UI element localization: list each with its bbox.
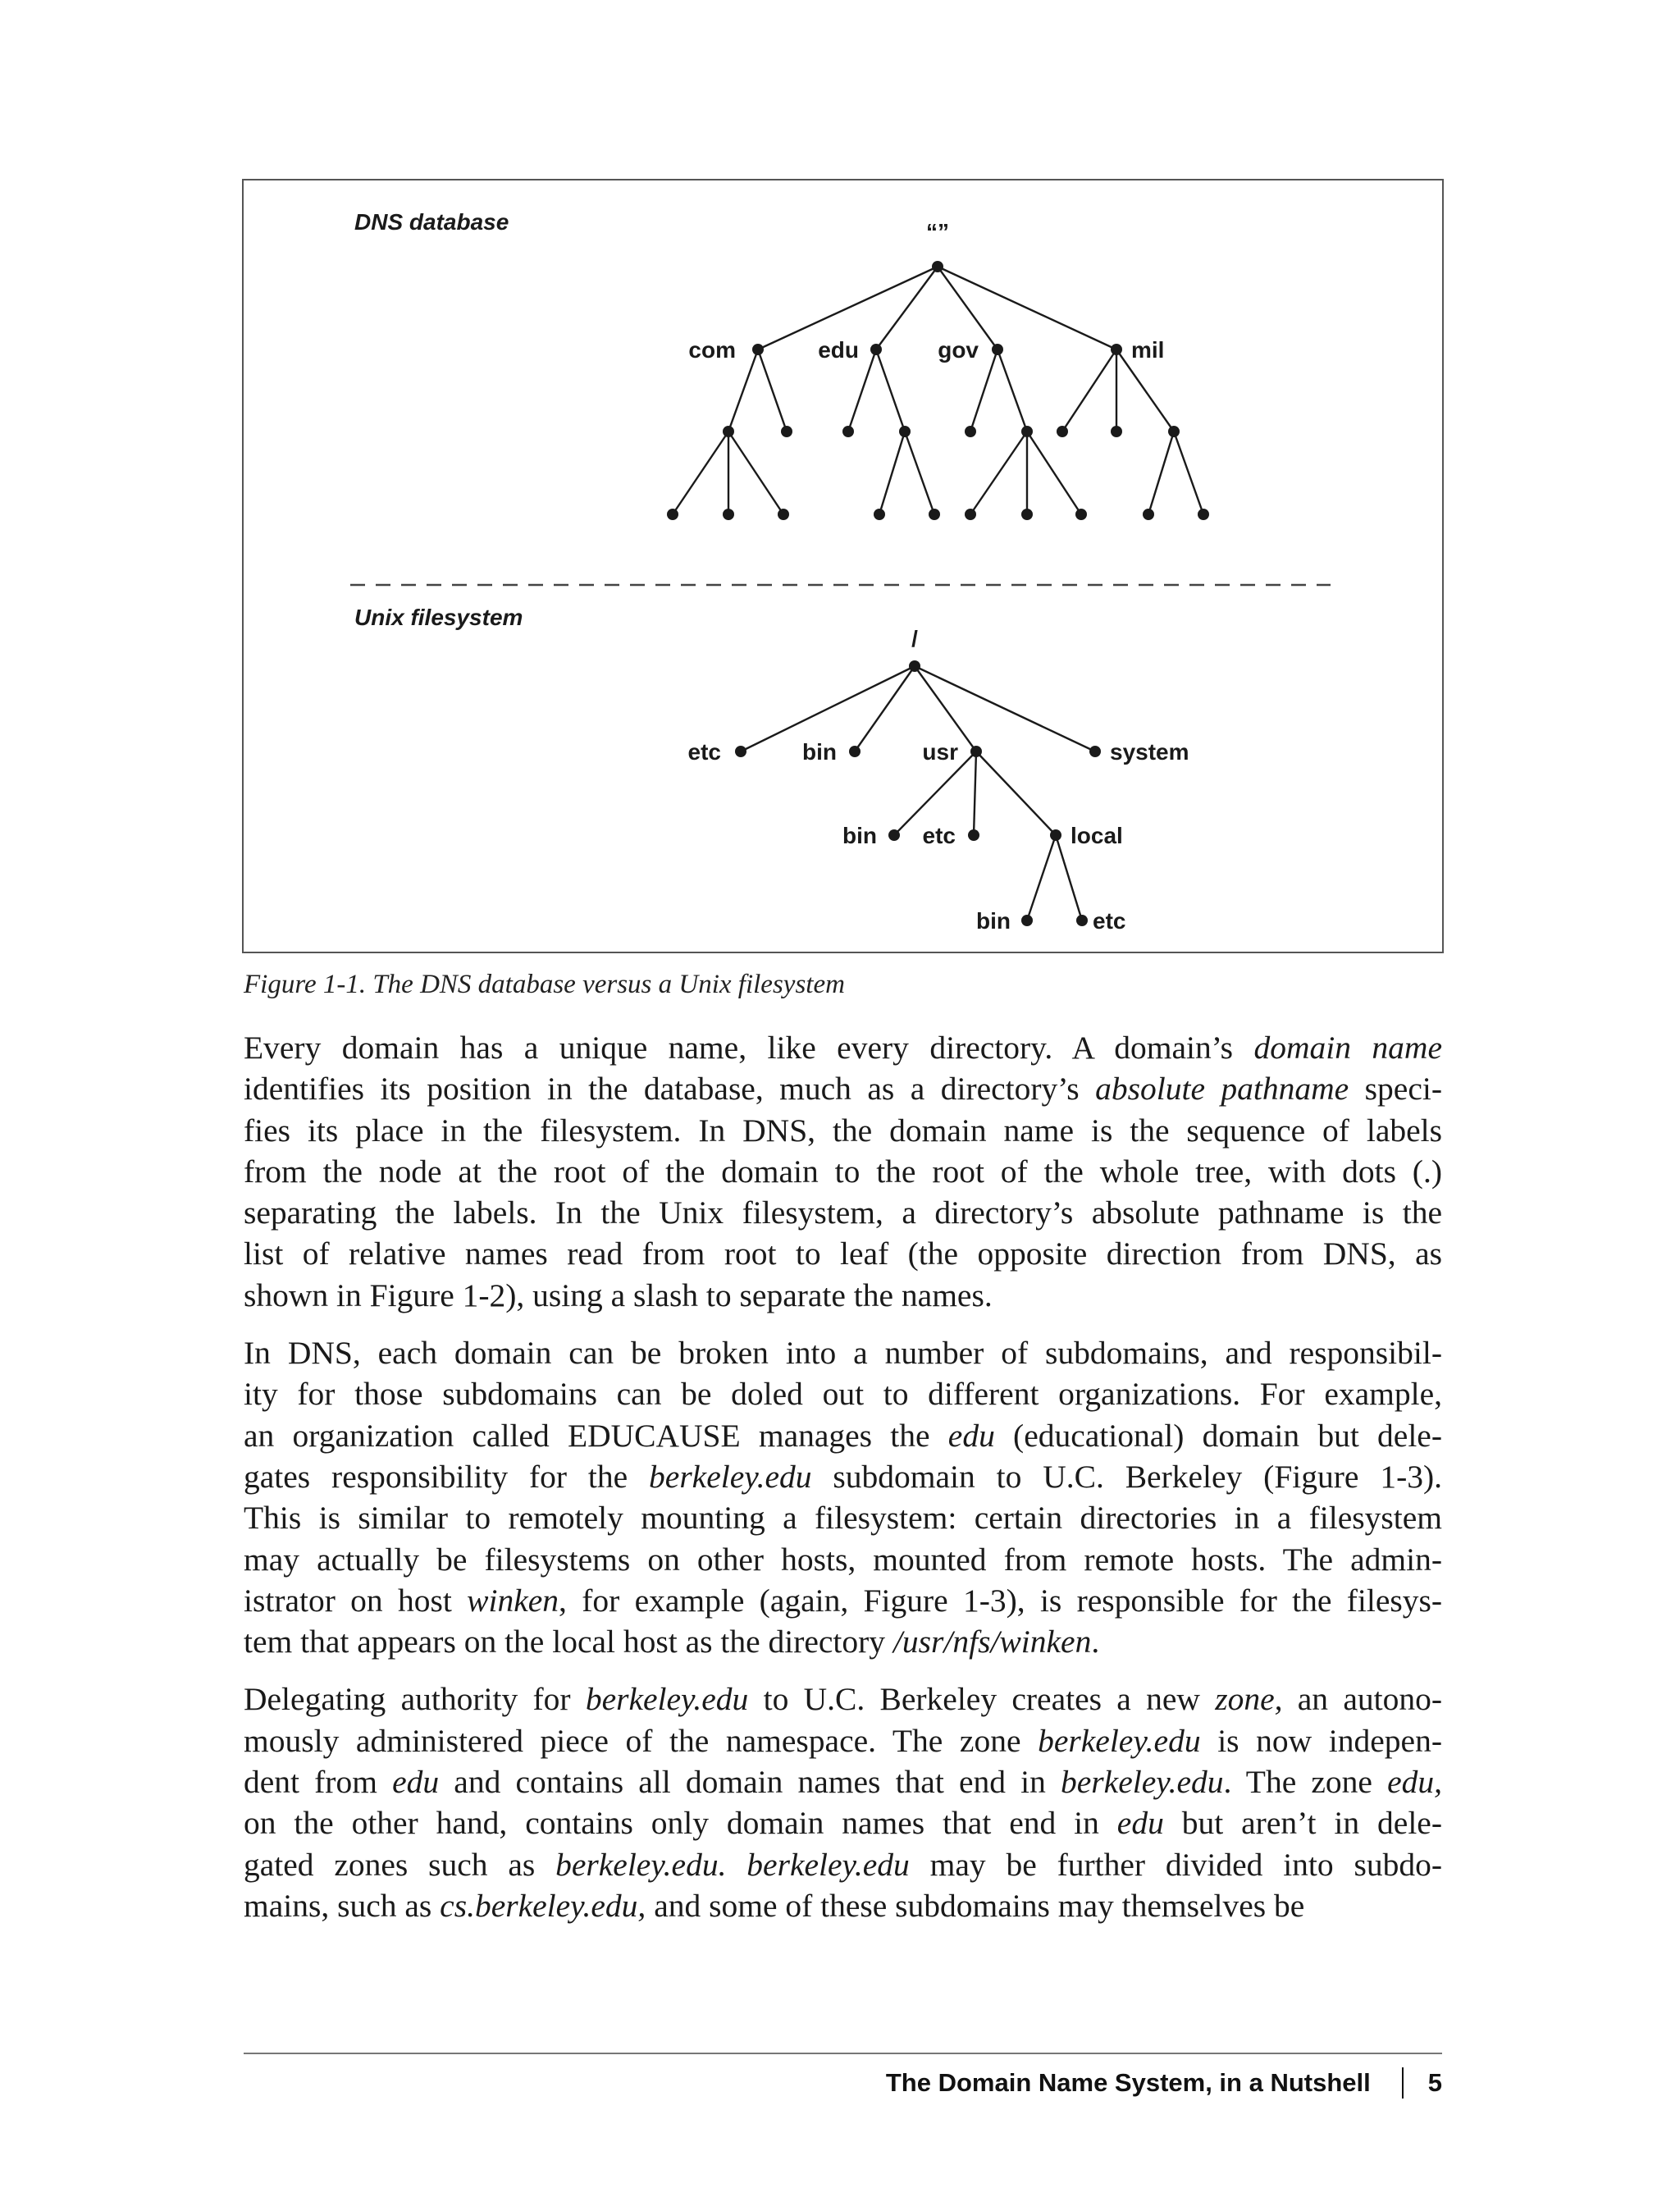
text-run: an autono-	[1282, 1681, 1442, 1718]
text-run: In DNS, each domain can be broken into a number of subdomains, and responsibil-	[244, 1335, 1442, 1372]
text-line	[244, 1720, 1442, 1761]
unix-tree	[741, 666, 1095, 920]
unix-label-etc: etc	[687, 739, 721, 765]
text-run: mously administered piece of the namespace. The zone	[244, 1722, 1039, 1759]
dns-node	[874, 509, 885, 520]
italic-term: berkeley.edu	[649, 1458, 812, 1495]
text-line	[244, 1678, 1442, 1720]
italic-term: edu	[947, 1417, 995, 1454]
unix-node-bin	[849, 746, 861, 757]
text-run: from the node at the root of the domain to the root of the whole tree, with dots (.)	[244, 1153, 1442, 1190]
dns-node	[1057, 426, 1068, 437]
text-run: mains, such as	[244, 1887, 441, 1924]
text-run: may actually be filesystems on other hosts, mounted from remote hosts. The admin-	[244, 1541, 1442, 1578]
dns-label-gov: gov	[938, 337, 979, 363]
dns-node-mil	[1111, 344, 1122, 355]
text-line	[244, 1027, 1442, 1068]
dns-tree	[673, 267, 1203, 514]
unix-label-local-etc: etc	[1093, 908, 1126, 934]
dns-tree-nodes	[667, 261, 1209, 520]
text-run: ity for those subdomains can be doled out to different organizations. For example,	[244, 1376, 1442, 1413]
text-line	[244, 1068, 1442, 1109]
dns-node	[1168, 426, 1180, 437]
text-run: speci-	[1349, 1071, 1442, 1108]
unix-label-usr-etc: etc	[922, 823, 956, 848]
italic-term: edu	[1116, 1805, 1164, 1842]
dns-node	[965, 509, 976, 520]
italic-term: edu,	[1387, 1764, 1443, 1801]
unix-label-usr-bin: bin	[842, 823, 877, 848]
italic-term: edu	[392, 1764, 440, 1801]
text-run: tem that appears on the local host as the directory	[244, 1624, 893, 1660]
text-run: separating the labels. In the Unix filesystem, a directory’s absolute pathname is the	[244, 1194, 1442, 1231]
italic-term: cs.berkeley.edu,	[440, 1887, 646, 1924]
dns-node	[1021, 426, 1033, 437]
unix-heading: Unix filesystem	[354, 605, 523, 630]
dns-node	[1111, 426, 1122, 437]
text-run: This is similar to remotely mounting a filesystem: certain directories in a filesystem	[244, 1500, 1442, 1537]
text-run: .	[1091, 1624, 1100, 1660]
dns-node	[1143, 509, 1154, 520]
dns-node	[899, 426, 911, 437]
text-run: list of relative names read from root to leaf (the opposite direction from DNS, as	[244, 1235, 1442, 1272]
text-run: an organization called EDUCAUSE manages the	[244, 1417, 948, 1454]
dns-node	[842, 426, 854, 437]
text-line	[244, 1580, 1442, 1621]
unix-node-usr	[970, 746, 982, 757]
dns-node	[667, 509, 678, 520]
text-line	[244, 1456, 1442, 1497]
unix-label-bin: bin	[802, 739, 837, 765]
page-footer	[886, 2066, 1442, 2100]
dns-node	[1198, 509, 1209, 520]
text-run: on the other hand, contains only domain names that end in	[244, 1805, 1117, 1842]
italic-term: absolute pathname	[1095, 1071, 1349, 1108]
paragraph	[244, 1332, 1442, 1662]
dns-label-mil: mil	[1131, 337, 1165, 363]
text-line	[244, 1332, 1442, 1373]
text-line	[244, 1885, 1442, 1926]
dns-root-label: “”	[926, 219, 949, 244]
text-run: , for example (again, Figure 1-3), is responsible for the filesys-	[559, 1582, 1442, 1619]
paragraph	[244, 1678, 1442, 1926]
text-run: may be further divided into subdo-	[909, 1846, 1442, 1883]
text-line	[244, 1151, 1442, 1192]
text-line	[244, 1415, 1442, 1456]
dns-node	[1075, 509, 1087, 520]
text-line	[244, 1761, 1442, 1802]
text-line	[244, 1233, 1442, 1274]
text-run: gated zones such as	[244, 1846, 556, 1883]
unix-node-usr-bin	[888, 829, 900, 841]
text-run: subdomain to U.C. Berkeley (Figure 1-3).	[811, 1458, 1442, 1495]
footer-separator	[1402, 2067, 1404, 2099]
text-line	[244, 1844, 1442, 1885]
italic-term: berkeley.edu. berkeley.edu	[555, 1846, 910, 1883]
italic-term: domain name	[1253, 1030, 1442, 1066]
dns-vs-unix-diagram	[244, 180, 1445, 955]
text-run: (educational) domain but dele-	[994, 1417, 1442, 1454]
dns-label-com: com	[688, 337, 736, 363]
text-run: fies its place in the filesystem. In DNS, the domain name is the sequence of labels	[244, 1112, 1442, 1149]
footer-rule	[244, 2053, 1442, 2054]
figure-frame	[242, 179, 1444, 953]
dns-root-node	[932, 261, 943, 272]
unix-label-local: local	[1071, 823, 1123, 848]
text-line	[244, 1373, 1442, 1414]
text-run: istrator on host	[244, 1582, 468, 1619]
unix-root-label: /	[911, 626, 918, 651]
text-line	[244, 1497, 1442, 1538]
paragraph	[244, 1027, 1442, 1316]
text-run: Every domain has a unique name, like every directory. A domain’s	[244, 1030, 1254, 1066]
text-run: gates responsibility for the	[244, 1458, 650, 1495]
unix-node-system	[1089, 746, 1101, 757]
text-run: Delegating authority for	[244, 1681, 586, 1718]
dns-label-edu: edu	[818, 337, 859, 363]
dns-node	[723, 426, 734, 437]
unix-node-local-bin	[1021, 915, 1033, 926]
dns-node	[1021, 509, 1033, 520]
text-run: to U.C. Berkeley creates a new	[748, 1681, 1216, 1718]
dns-node	[781, 426, 792, 437]
text-run: and contains all domain names that end in	[439, 1764, 1061, 1801]
text-run: but aren’t in dele-	[1163, 1805, 1442, 1842]
text-line	[244, 1621, 1442, 1662]
dns-node	[929, 509, 940, 520]
dns-node	[778, 509, 789, 520]
italic-term: berkeley.edu	[585, 1681, 749, 1718]
unix-node-local-etc	[1076, 915, 1088, 926]
unix-label-system: system	[1110, 739, 1189, 765]
dns-node-com	[752, 344, 764, 355]
unix-tree-nodes	[735, 660, 1101, 926]
dns-node	[723, 509, 734, 520]
text-run: and some of these subdomains may themselves be	[646, 1887, 1305, 1924]
text-run: . The zone	[1223, 1764, 1388, 1801]
body-text	[244, 1027, 1442, 1943]
italic-term: zone,	[1215, 1681, 1283, 1718]
page-number: 5	[1427, 2068, 1442, 2097]
text-run: shown in Figure 1-2), using a slash to separate the names.	[244, 1277, 993, 1313]
italic-term: berkeley.edu	[1061, 1764, 1224, 1801]
italic-term: winken	[467, 1582, 559, 1619]
figure-caption: Figure 1-1. The DNS database versus a Unix filesystem	[244, 970, 845, 999]
unix-node-usr-etc	[968, 829, 979, 841]
text-run: identifies its position in the database, much as a directory’s	[244, 1071, 1096, 1108]
dns-heading: DNS database	[354, 209, 509, 235]
unix-node-local	[1050, 829, 1061, 841]
unix-node-etc	[735, 746, 746, 757]
italic-term: /usr/nfs/winken	[892, 1624, 1092, 1660]
italic-term: berkeley.edu	[1038, 1722, 1201, 1759]
text-line	[244, 1539, 1442, 1580]
unix-label-local-bin: bin	[976, 908, 1011, 934]
dns-node-edu	[870, 344, 882, 355]
text-run: is now indepen-	[1200, 1722, 1442, 1759]
unix-label-usr: usr	[922, 739, 958, 765]
unix-root-node	[909, 660, 920, 672]
dns-node	[965, 426, 976, 437]
running-title: The Domain Name System, in a Nutshell	[885, 2068, 1371, 2097]
text-line	[244, 1110, 1442, 1151]
text-line	[244, 1275, 1442, 1316]
dns-node-gov	[992, 344, 1003, 355]
text-run: dent from	[244, 1764, 393, 1801]
text-line	[244, 1192, 1442, 1233]
text-line	[244, 1802, 1442, 1843]
